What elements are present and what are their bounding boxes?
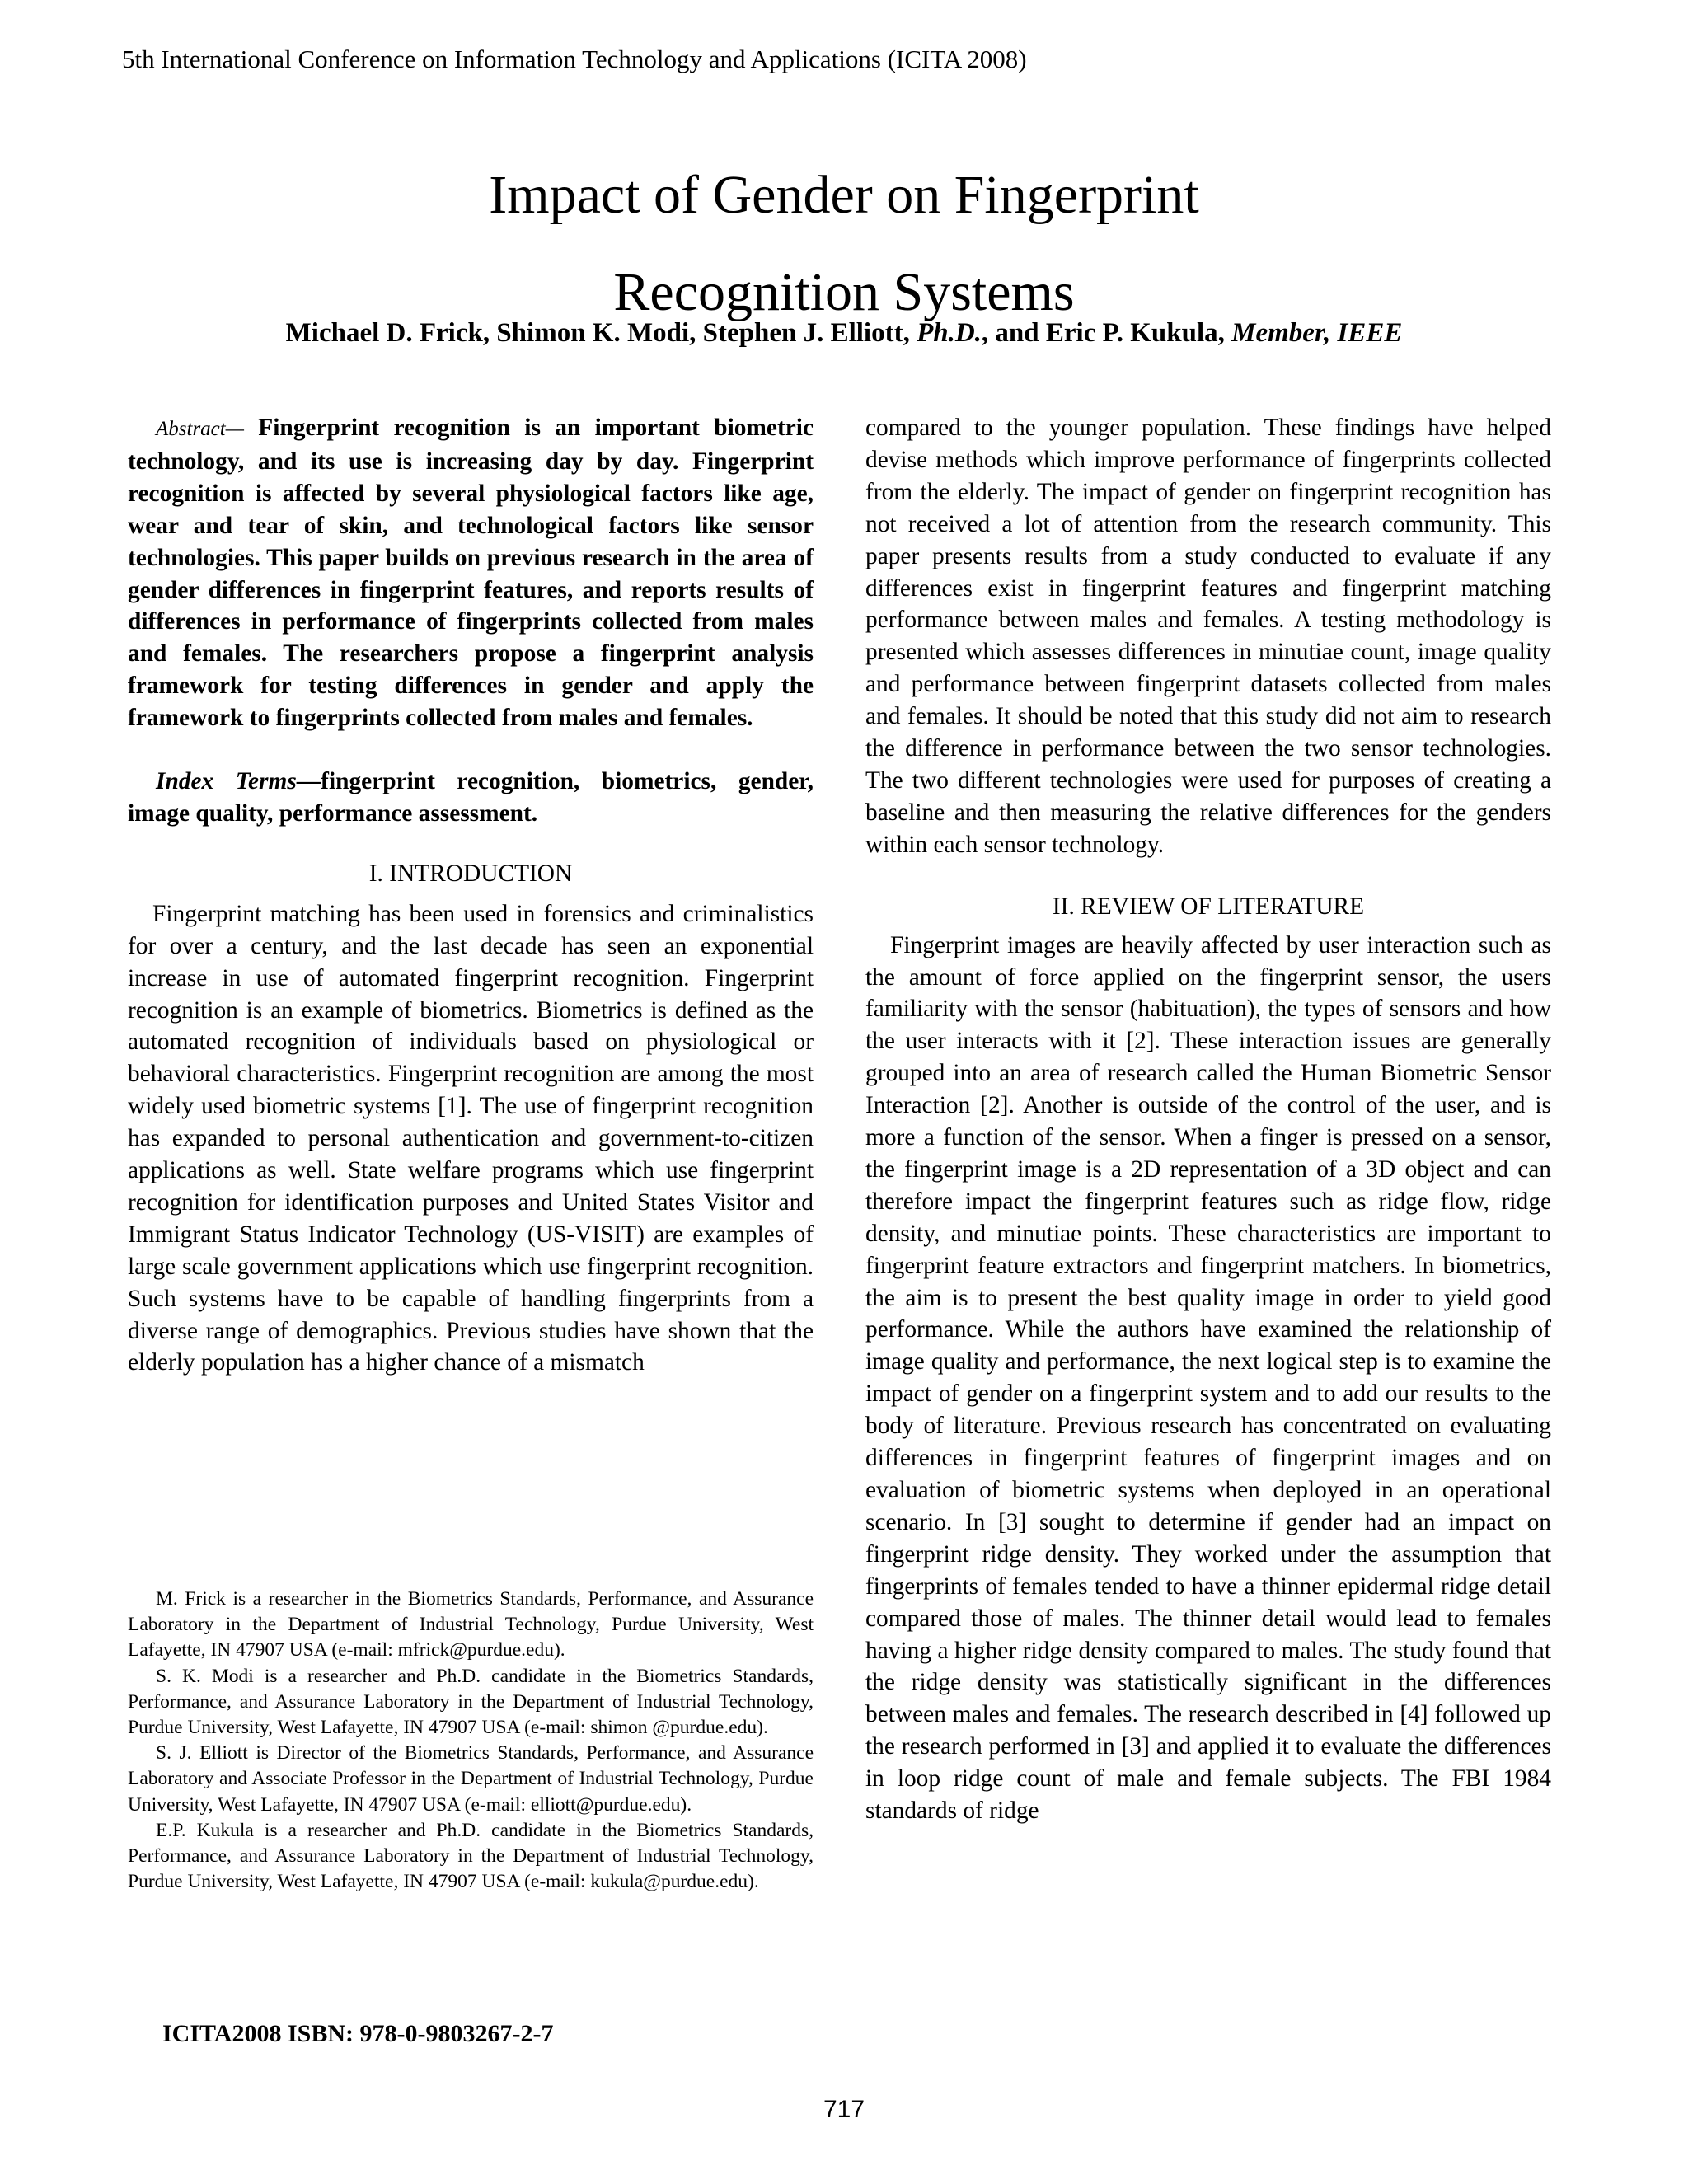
index-terms-text: —fingerprint recognition, biometrics, gender, image quality, performance assessment. bbox=[128, 768, 814, 827]
introduction-continued-paragraph: compared to the younger population. These findings have helped devise methods which improve performance of fingerprints collected from the elderly. The impact of gender on fingerprint recognition has not received a lot of attention from the research community. This paper presents results from a study conducted to evaluate if any differences exist in fingerprint features and fingerprint matching performance between males and females. A testing methodology is presented which assesses differences in minutiae count, image quality and performance between fingerprint datasets collected from males and females. It should be noted that this study did not aim to research the difference in performance between the two sensor technologies. The two different technologies were used for purposes of creating a baseline and then measuring the relative differences for the genders within each sensor technology. bbox=[865, 415, 1551, 858]
running-head: 5th International Conference on Information Technology and Applications (ICITA 2008) bbox=[122, 45, 1027, 73]
footnote-kukula: E.P. Kukula is a researcher and Ph.D. candidate in the Biometrics Standards, Performance, and Assurance Laboratory in the Department of Industrial Technology, Purdue University, West Lafayette, IN 47907 USA (e-mail: kukula@purdue.edu). bbox=[128, 1819, 814, 1893]
review-paragraph: Fingerprint images are heavily affected by user interaction such as the amount of force applied on the fingerprint sensor, the users familiarity with the sensor (habituation), the types of sensors and how the user interacts with it [2]. These interaction issues are generally grouped into an area of research called the Human Biometric Sensor Interaction [2]. Another is outside of the control of the user, and is more a function of the sensor. When a finger is pressed on a sensor, the fingerprint image is a 2D representation of a 3D object and can therefore impact the fingerprint features such as ridge flow, ridge density, and minutiae points. These characteristics are important to fingerprint feature extractors and fingerprint matchers. In biometrics, the aim is to present the best quality image in order to yield good performance. While the authors have examined the relationship of image quality and performance, the next logical step is to examine the impact of gender on a fingerprint system and to add our results to the body of literature. Previous research has concentrated on evaluating differences in fingerprint features of fingerprint images and on evaluation of biometric systems when deployed in an operational scenario. In [3] sought to determine if gender had an impact on fingerprint ridge density. They worked under the assumption that fingerprints of females tended to have a thinner epidermal ridge detail compared those of males. The thinner detail would lead to females having a higher ridge density compared to males. The study found that the ridge density was statistically significant in the differences between males and females. The research described in [4] followed up the research performed in [3] and applied it to evaluate the differences in loop ridge count of male and female subjects. The FBI 1984 standards of ridge bbox=[865, 931, 1551, 1825]
index-terms bbox=[128, 766, 814, 830]
authors-names: Michael D. Frick, Shimon K. Modi, Stephen J. Elliott, bbox=[285, 318, 917, 348]
title-line-2: Recognition Systems bbox=[613, 262, 1075, 322]
left-column bbox=[128, 412, 814, 1379]
paper-title bbox=[0, 147, 1688, 341]
abstract-text: Fingerprint recognition is an important biometric technology, and its use is increasing day by day. Fingerprint recognition is affected by several physiological factors like age, wear and tear of skin, and technological factors like sensor technologies. This paper builds on previous research in the area of gender differences in fingerprint features, and reports results of differences in performance of fingerprints collected from males and females. The researchers propose a fingerprint analysis framework for testing differences in gender and apply the framework to fingerprints collected from males and females. bbox=[128, 415, 814, 732]
section-heading-review: II. REVIEW OF LITERATURE bbox=[1052, 893, 1365, 920]
footnote-frick: M. Frick is a researcher in the Biometrics Standards, Performance, and Assurance Laboratory in the Department of Industrial Technology, Purdue University, West Lafayette, IN 47907 USA (e-mail: mfrick@purdue.edu). bbox=[128, 1588, 814, 1661]
authors-degree: Ph.D. bbox=[917, 318, 982, 348]
footnote-elliott: S. J. Elliott is Director of the Biometrics Standards, Performance, and Assurance Laboratory and Associate Professor in the Department of Industrial Technology, Purdue University, West Lafayette, IN 47907 USA (e-mail: elliott@purdue.edu). bbox=[128, 1742, 814, 1816]
footnote-modi: S. K. Modi is a researcher and Ph.D. candidate in the Biometrics Standards, Performance, and Assurance Laboratory in the Department of Industrial Technology, Purdue University, West Lafayette, IN 47907 USA (e-mail: shimon @purdue.edu). bbox=[128, 1665, 814, 1739]
author-list bbox=[0, 315, 1688, 351]
page-number: 717 bbox=[823, 2096, 865, 2123]
title-line-1: Impact of Gender on Fingerprint bbox=[489, 165, 1199, 225]
index-terms-lead: Index Terms bbox=[156, 768, 297, 795]
right-column bbox=[865, 412, 1551, 1827]
authors-tail: , and Eric P. Kukula, bbox=[981, 318, 1232, 348]
abstract-lead: Abstract bbox=[156, 418, 226, 440]
isbn-footer: ICITA2008 ISBN: 978-0-9803267-2-7 bbox=[162, 2020, 554, 2047]
abstract bbox=[128, 412, 814, 734]
authors-membership: Member, IEEE bbox=[1231, 318, 1403, 348]
introduction-paragraph: Fingerprint matching has been used in forensics and criminalistics for over a century, and the last decade has seen an exponential increase in use of automated fingerprint recognition. Fingerprint recognition is an example of biometrics. Biometrics is defined as the automated recognition of individuals based on physiological or behavioral characteristics. Fingerprint recognition are among the most widely used biometric systems [1]. The use of fingerprint recognition has expanded to personal authentication and government-to-citizen applications as well. State welfare programs which use fingerprint recognition for identification purposes and United States Visitor and Immigrant Status Indicator Technology (US-VISIT) are examples of large scale government applications which use fingerprint recognition. Such systems have to be capable of handling fingerprints from a diverse range of demographics. Previous studies have shown that the elderly population has a higher chance of a mismatch bbox=[128, 900, 814, 1376]
abstract-dash: — bbox=[225, 418, 244, 440]
section-heading-introduction: I. INTRODUCTION bbox=[368, 860, 573, 887]
author-footnotes bbox=[128, 1586, 814, 1895]
